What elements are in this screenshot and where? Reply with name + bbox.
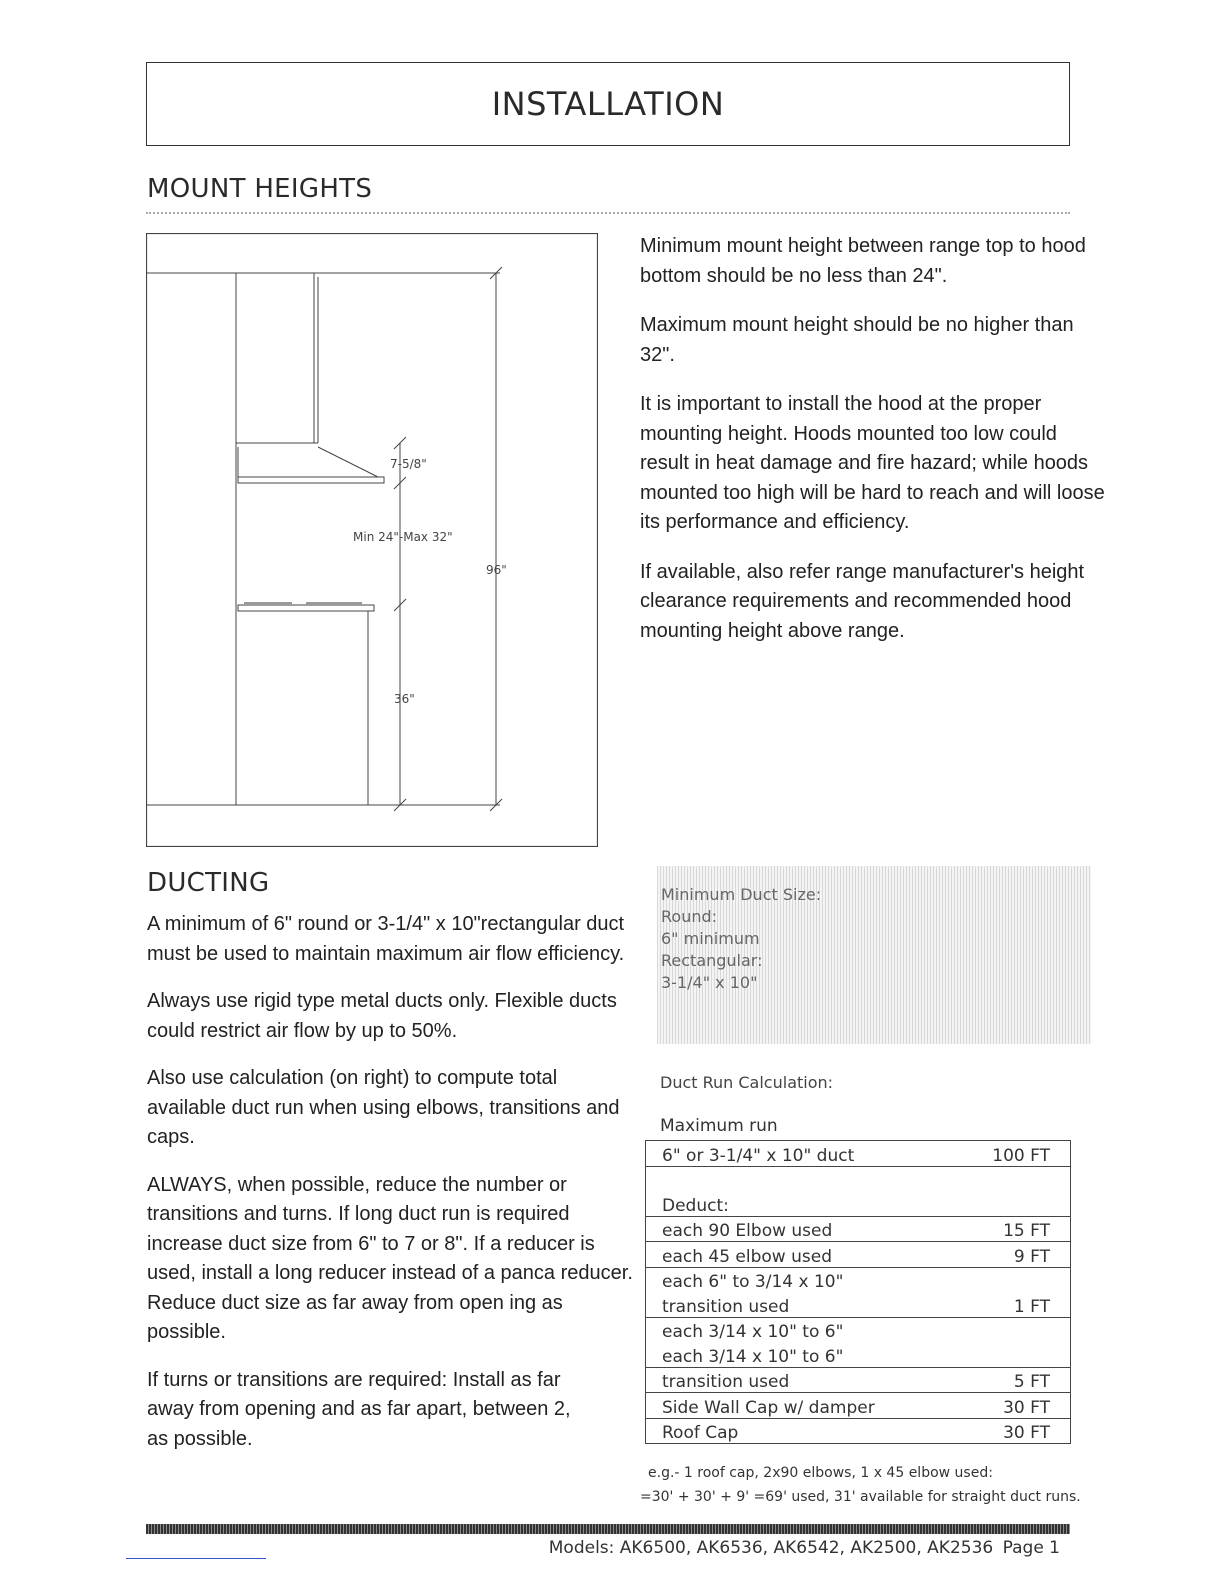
table-row xyxy=(646,1418,1071,1444)
page-title: INSTALLATION xyxy=(491,85,725,123)
row-label: transition used xyxy=(662,1296,790,1317)
row-label: each 3/14 x 10" to 6" xyxy=(662,1346,844,1367)
table-row xyxy=(646,1292,1071,1317)
burner-left xyxy=(244,602,292,605)
table-row xyxy=(646,1191,1071,1216)
row-value xyxy=(953,1267,1071,1292)
min-duct-size-box xyxy=(657,866,1091,1044)
row-value xyxy=(953,1191,1071,1216)
duct-box-line: Minimum Duct Size: xyxy=(661,885,822,904)
table-row xyxy=(646,1267,1071,1292)
row-label: Side Wall Cap w/ damper xyxy=(662,1397,875,1418)
row-label: Deduct: xyxy=(662,1195,729,1216)
row-label: transition used xyxy=(662,1372,790,1392)
row-label: Roof Cap xyxy=(662,1423,739,1443)
duct-run-table xyxy=(645,1140,1071,1444)
table-row xyxy=(646,1242,1071,1268)
table-row xyxy=(646,1317,1071,1342)
mount-text xyxy=(640,232,1108,646)
dim-counter-label: 36" xyxy=(394,692,415,706)
title-box xyxy=(146,62,1070,146)
row-value: 9 FT xyxy=(1013,1246,1050,1267)
row-value xyxy=(953,1166,1071,1191)
section-divider xyxy=(146,212,1070,214)
example-note: =30' + 30' + 9' =69' used, 31' available for straight duct runs. xyxy=(640,1489,1081,1505)
row-label: each 90 Elbow used xyxy=(662,1221,833,1241)
row-label: each 45 elbow used xyxy=(662,1246,832,1267)
mount-paragraph: If available, also refer range manufacturer's height clearance requirements and recommended hood mounting height above range. xyxy=(640,560,1085,642)
row-value: 30 FT xyxy=(1003,1423,1050,1443)
row-label xyxy=(646,1166,953,1191)
row-value: 100 FT xyxy=(992,1145,1050,1166)
duct-box-line: 6" minimum xyxy=(661,929,760,948)
max-run-label: Maximum run xyxy=(660,1116,778,1136)
ducting-text xyxy=(147,910,655,1454)
ducting-paragraph: Also use calculation (on right) to compute total available duct run when using elbows, transitions and caps. xyxy=(147,1067,620,1148)
example-note: e.g.- 1 roof cap, 2x90 elbows, 1 x 45 elbow used: xyxy=(648,1465,993,1481)
ducting-paragraph: If turns or transitions are required: Install as far away from opening and as far apart, between 2, as possible. xyxy=(147,1368,571,1450)
ducting-paragraph: A minimum of 6" round or 3-1/4" x 10"rectangular duct must be used to maintain maximum air flow efficiency. xyxy=(147,913,625,965)
table-row xyxy=(646,1367,1071,1393)
row-label: each 6" to 3/14 x 10" xyxy=(662,1272,844,1292)
row-value: 15 FT xyxy=(1003,1221,1050,1241)
ducting-heading: DUCTING xyxy=(147,868,270,898)
footer xyxy=(549,1538,1060,1558)
calc-title: Duct Run Calculation: xyxy=(660,1073,834,1092)
table-row xyxy=(646,1216,1071,1242)
table-row xyxy=(646,1141,1071,1167)
row-label: 6" or 3-1/4" x 10" duct xyxy=(662,1145,855,1166)
hood-bottom xyxy=(238,477,384,483)
dim-total-label: 96" xyxy=(486,563,507,577)
duct-box-line: Round: xyxy=(661,907,718,926)
table-row xyxy=(646,1342,1071,1367)
mount-heights-heading: MOUNT HEIGHTS xyxy=(147,174,373,204)
row-value: 5 FT xyxy=(1013,1372,1050,1392)
counter-top xyxy=(238,605,374,611)
burner-right xyxy=(306,602,362,605)
row-value xyxy=(953,1342,1071,1367)
duct-box-line: Rectangular: xyxy=(661,951,763,970)
dim-hood-label: 7-5/8" xyxy=(390,457,427,471)
dim-range-label: Min 24"-Max 32" xyxy=(353,530,453,544)
hood-slope xyxy=(318,447,378,477)
row-value: 30 FT xyxy=(1003,1397,1050,1418)
mount-paragraph: Maximum mount height should be no higher than 32". xyxy=(640,314,1074,366)
corner-link-line xyxy=(126,1558,266,1559)
table-row xyxy=(646,1393,1071,1419)
mount-paragraph: It is important to install the hood at the proper mounting height. Hoods mounted too low could result in heat damage and fire hazard; while hoods mounted too high will be hard to reach and will loose its performance and efficiency. xyxy=(640,393,1105,533)
row-label: each 3/14 x 10" to 6" xyxy=(662,1322,844,1342)
footer-page: Page 1 xyxy=(1002,1538,1060,1558)
footer-bar xyxy=(146,1524,1070,1534)
footer-models: Models: AK6500, AK6536, AK6542, AK2500, AK2536 xyxy=(548,1538,994,1558)
ducting-paragraph: ALWAYS, when possible, reduce the number or transitions and turns. If long duct run is required increase duct size from 6" to 7 or 8". If a reducer is used, install a long reducer instead of a panca reducer. Reduce duct size as far away from open ing as possible. xyxy=(147,1173,633,1343)
ducting-paragraph: Always use rigid type metal ducts only. Flexible ducts could restrict air flow by up to 50%. xyxy=(147,990,617,1042)
row-value: 1 FT xyxy=(1013,1296,1050,1317)
row-value xyxy=(953,1317,1071,1342)
duct-box-line: 3-1/4" x 10" xyxy=(661,973,758,992)
mount-paragraph: Minimum mount height between range top to hood bottom should be no less than 24". xyxy=(640,235,1086,287)
table-row xyxy=(646,1166,1071,1191)
mount-height-diagram xyxy=(146,233,598,847)
